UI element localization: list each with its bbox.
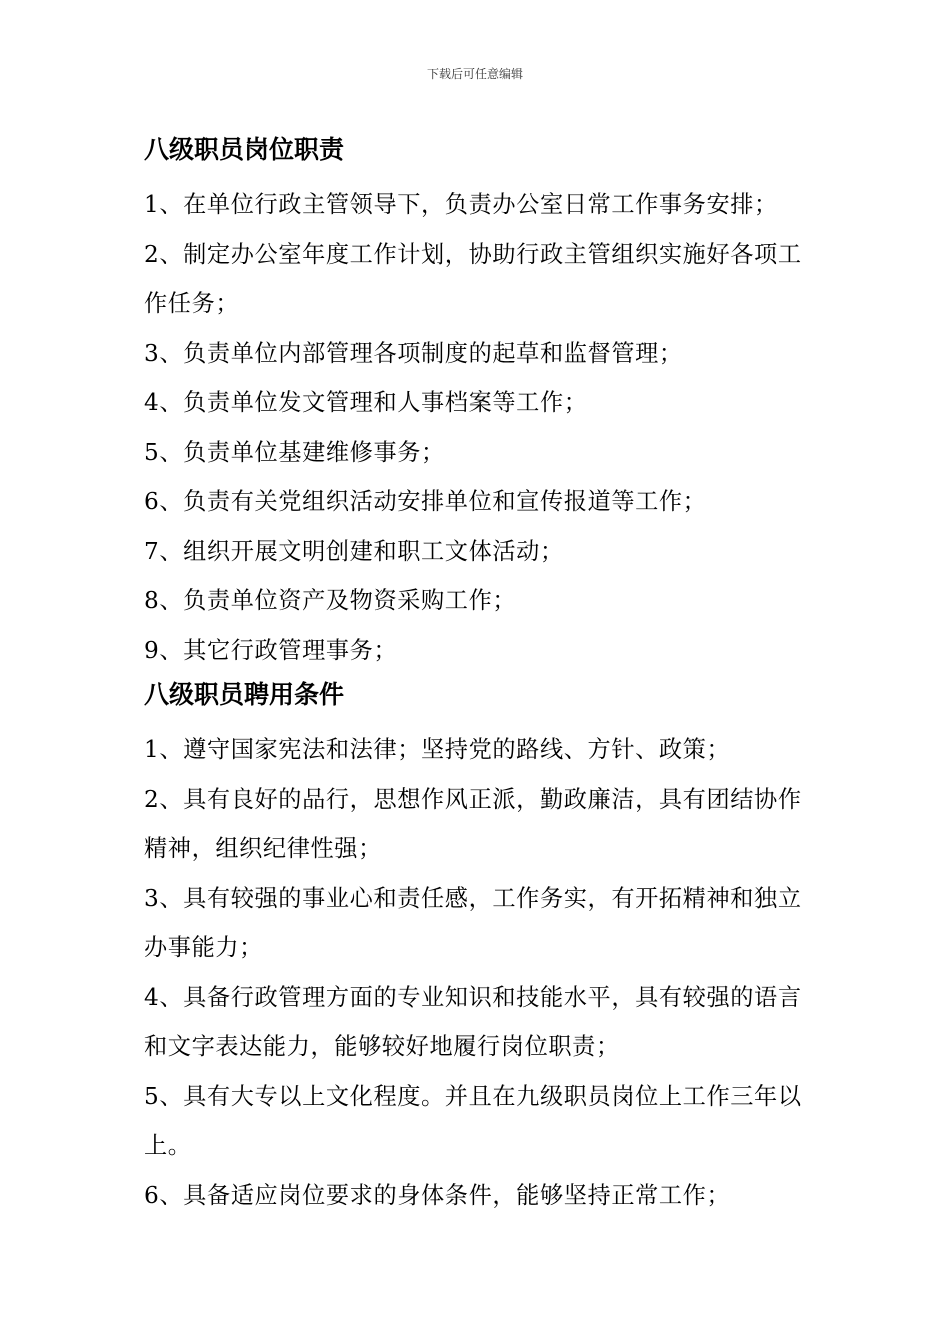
section-title-duties: 八级职员岗位职责 [144, 135, 345, 164]
condition-item-3: 3、具有较强的事业心和责任感，工作务实，有开拓精神和独立办事能力； [144, 884, 802, 961]
conditions-list [144, 725, 816, 1220]
condition-item-4: 4、具备行政管理方面的专业知识和技能水平，具有较强的语言和文字表达能力，能够较好地履行岗位职责； [144, 983, 802, 1060]
section-title-conditions: 八级职员聘用条件 [144, 680, 345, 709]
document-body [144, 130, 816, 1220]
duty-item-3: 3、负责单位内部管理各项制度的起草和监督管理； [144, 339, 683, 367]
condition-item-5: 5、具有大专以上文化程度。并且在九级职员岗位上工作三年以上。 [144, 1082, 802, 1159]
duty-item-1: 1、在单位行政主管领导下，负责办公室日常工作事务安排； [144, 191, 778, 218]
duty-item-7: 7、组织开展文明创建和职工文体活动； [144, 537, 564, 565]
condition-item-2: 2、具有良好的品行，思想作风正派，勤政廉洁，具有团结协作精神，组织纪律性强； [144, 785, 802, 862]
condition-item-6: 6、具备适应岗位要求的身体条件，能够坚持正常工作； [144, 1181, 731, 1209]
duty-item-8: 8、负责单位资产及物资采购工作； [144, 587, 517, 614]
duties-list [144, 180, 816, 675]
duty-item-6: 6、负责有关党组织活动安排单位和宣传报道等工作； [144, 488, 707, 515]
duty-item-4: 4、负责单位发文管理和人事档案等工作； [144, 389, 588, 416]
duty-item-5: 5、负责单位基建维修事务； [144, 438, 445, 466]
duty-item-9: 9、其它行政管理事务； [144, 636, 398, 664]
page-header-note: 下载后可任意编辑 [426, 67, 523, 81]
duty-item-2: 2、制定办公室年度工作计划，协助行政主管组织实施好各项工作任务； [144, 240, 802, 317]
condition-item-1: 1、遵守国家宪法和法律；坚持党的路线、方针、政策； [144, 736, 731, 763]
